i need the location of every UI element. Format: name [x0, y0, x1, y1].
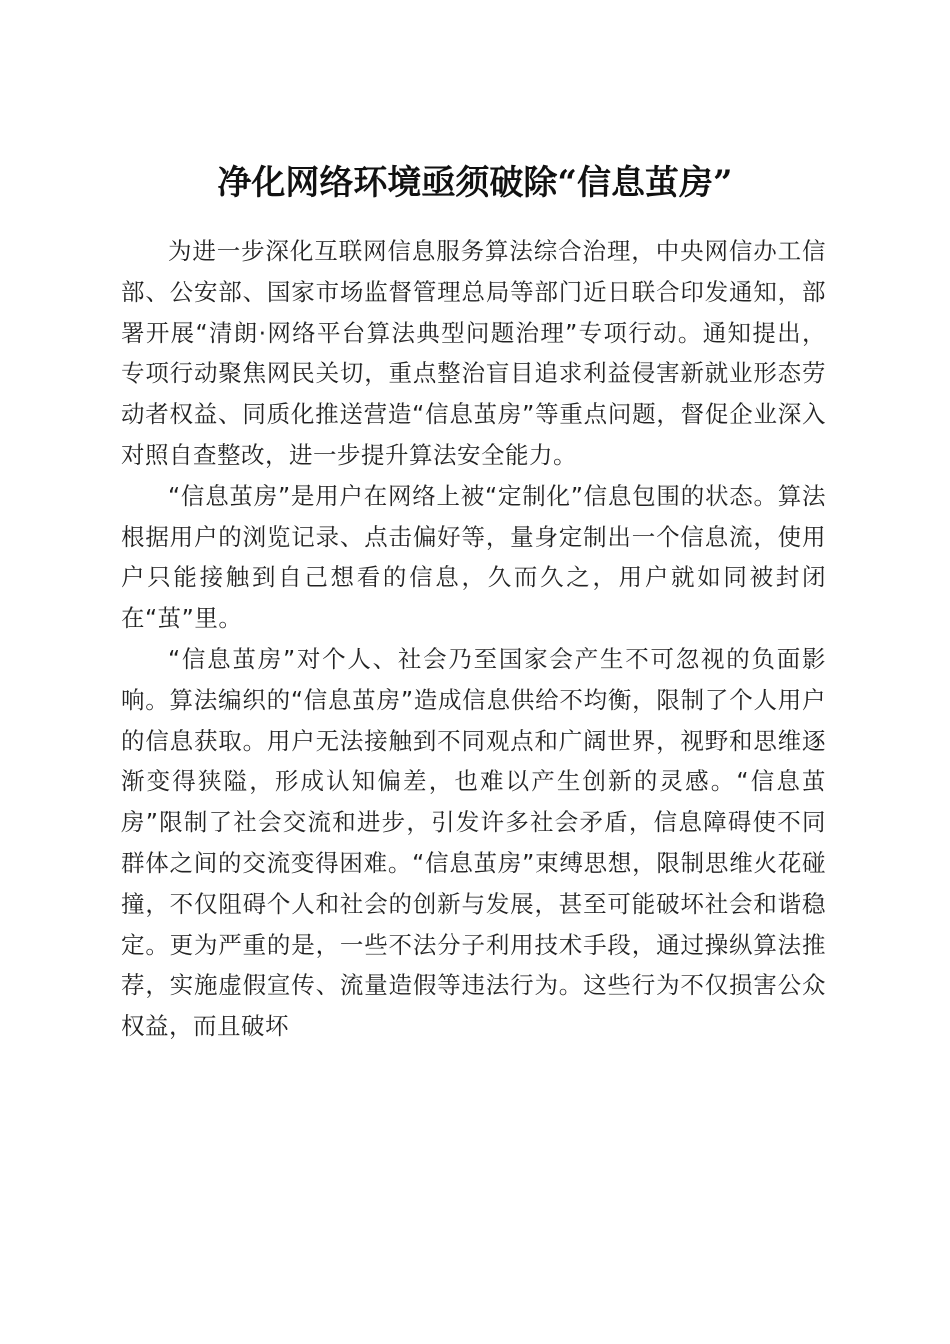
document-title: 净化网络环境亟须破除“信息茧房”	[217, 162, 733, 203]
paragraph-3: “信息茧房”对个人、社会乃至国家会产生不可忽视的负面影响。算法编织的“信息茧房”造成信息供给不均衡，限制了个人用户的信息获取。用户无法接触到不同观点和广阔世界，视野和思维逐渐变得狭隘，形成认知偏差，也难以产生创新的灵感。“信息茧房”限制了社会交流和进步，引发许多社会矛盾，信息障碍使不同群体之间的交流变得困难。“信息茧房”束缚思想，限制思维火花碰撞，不仅阻碍个人和社会的创新与发展，甚至可能破坏社会和谐稳定。更为严重的是，一些不法分子利用技术手段，通过操纵算法推荐，实施虚假宣传、流量造假等违法行为。这些行为不仅损害公众权益，而且破坏	[121, 644, 826, 1041]
paragraph-1: 为进一步深化互联网信息服务算法综合治理，中央网信办工信部、公安部、国家市场监督管理总局等部门近日联合印发通知，部署开展“清朗·网络平台算法典型问题治理”专项行动。通知提出，专项行动聚焦网民关切，重点整治盲目追求利益侵害新就业形态劳动者权益、同质化推送营造“信息茧房”等重点问题，督促企业深入对照自查整改，进一步提升算法安全能力。	[121, 237, 826, 469]
document-body	[121, 231, 826, 1047]
paragraph-2: “信息茧房”是用户在网络上被“定制化”信息包围的状态。算法根据用户的浏览记录、点击偏好等，量身定制出一个信息流，使用户只能接触到自己想看的信息，久而久之，用户就如同被封闭在“茧”里。	[121, 481, 826, 633]
